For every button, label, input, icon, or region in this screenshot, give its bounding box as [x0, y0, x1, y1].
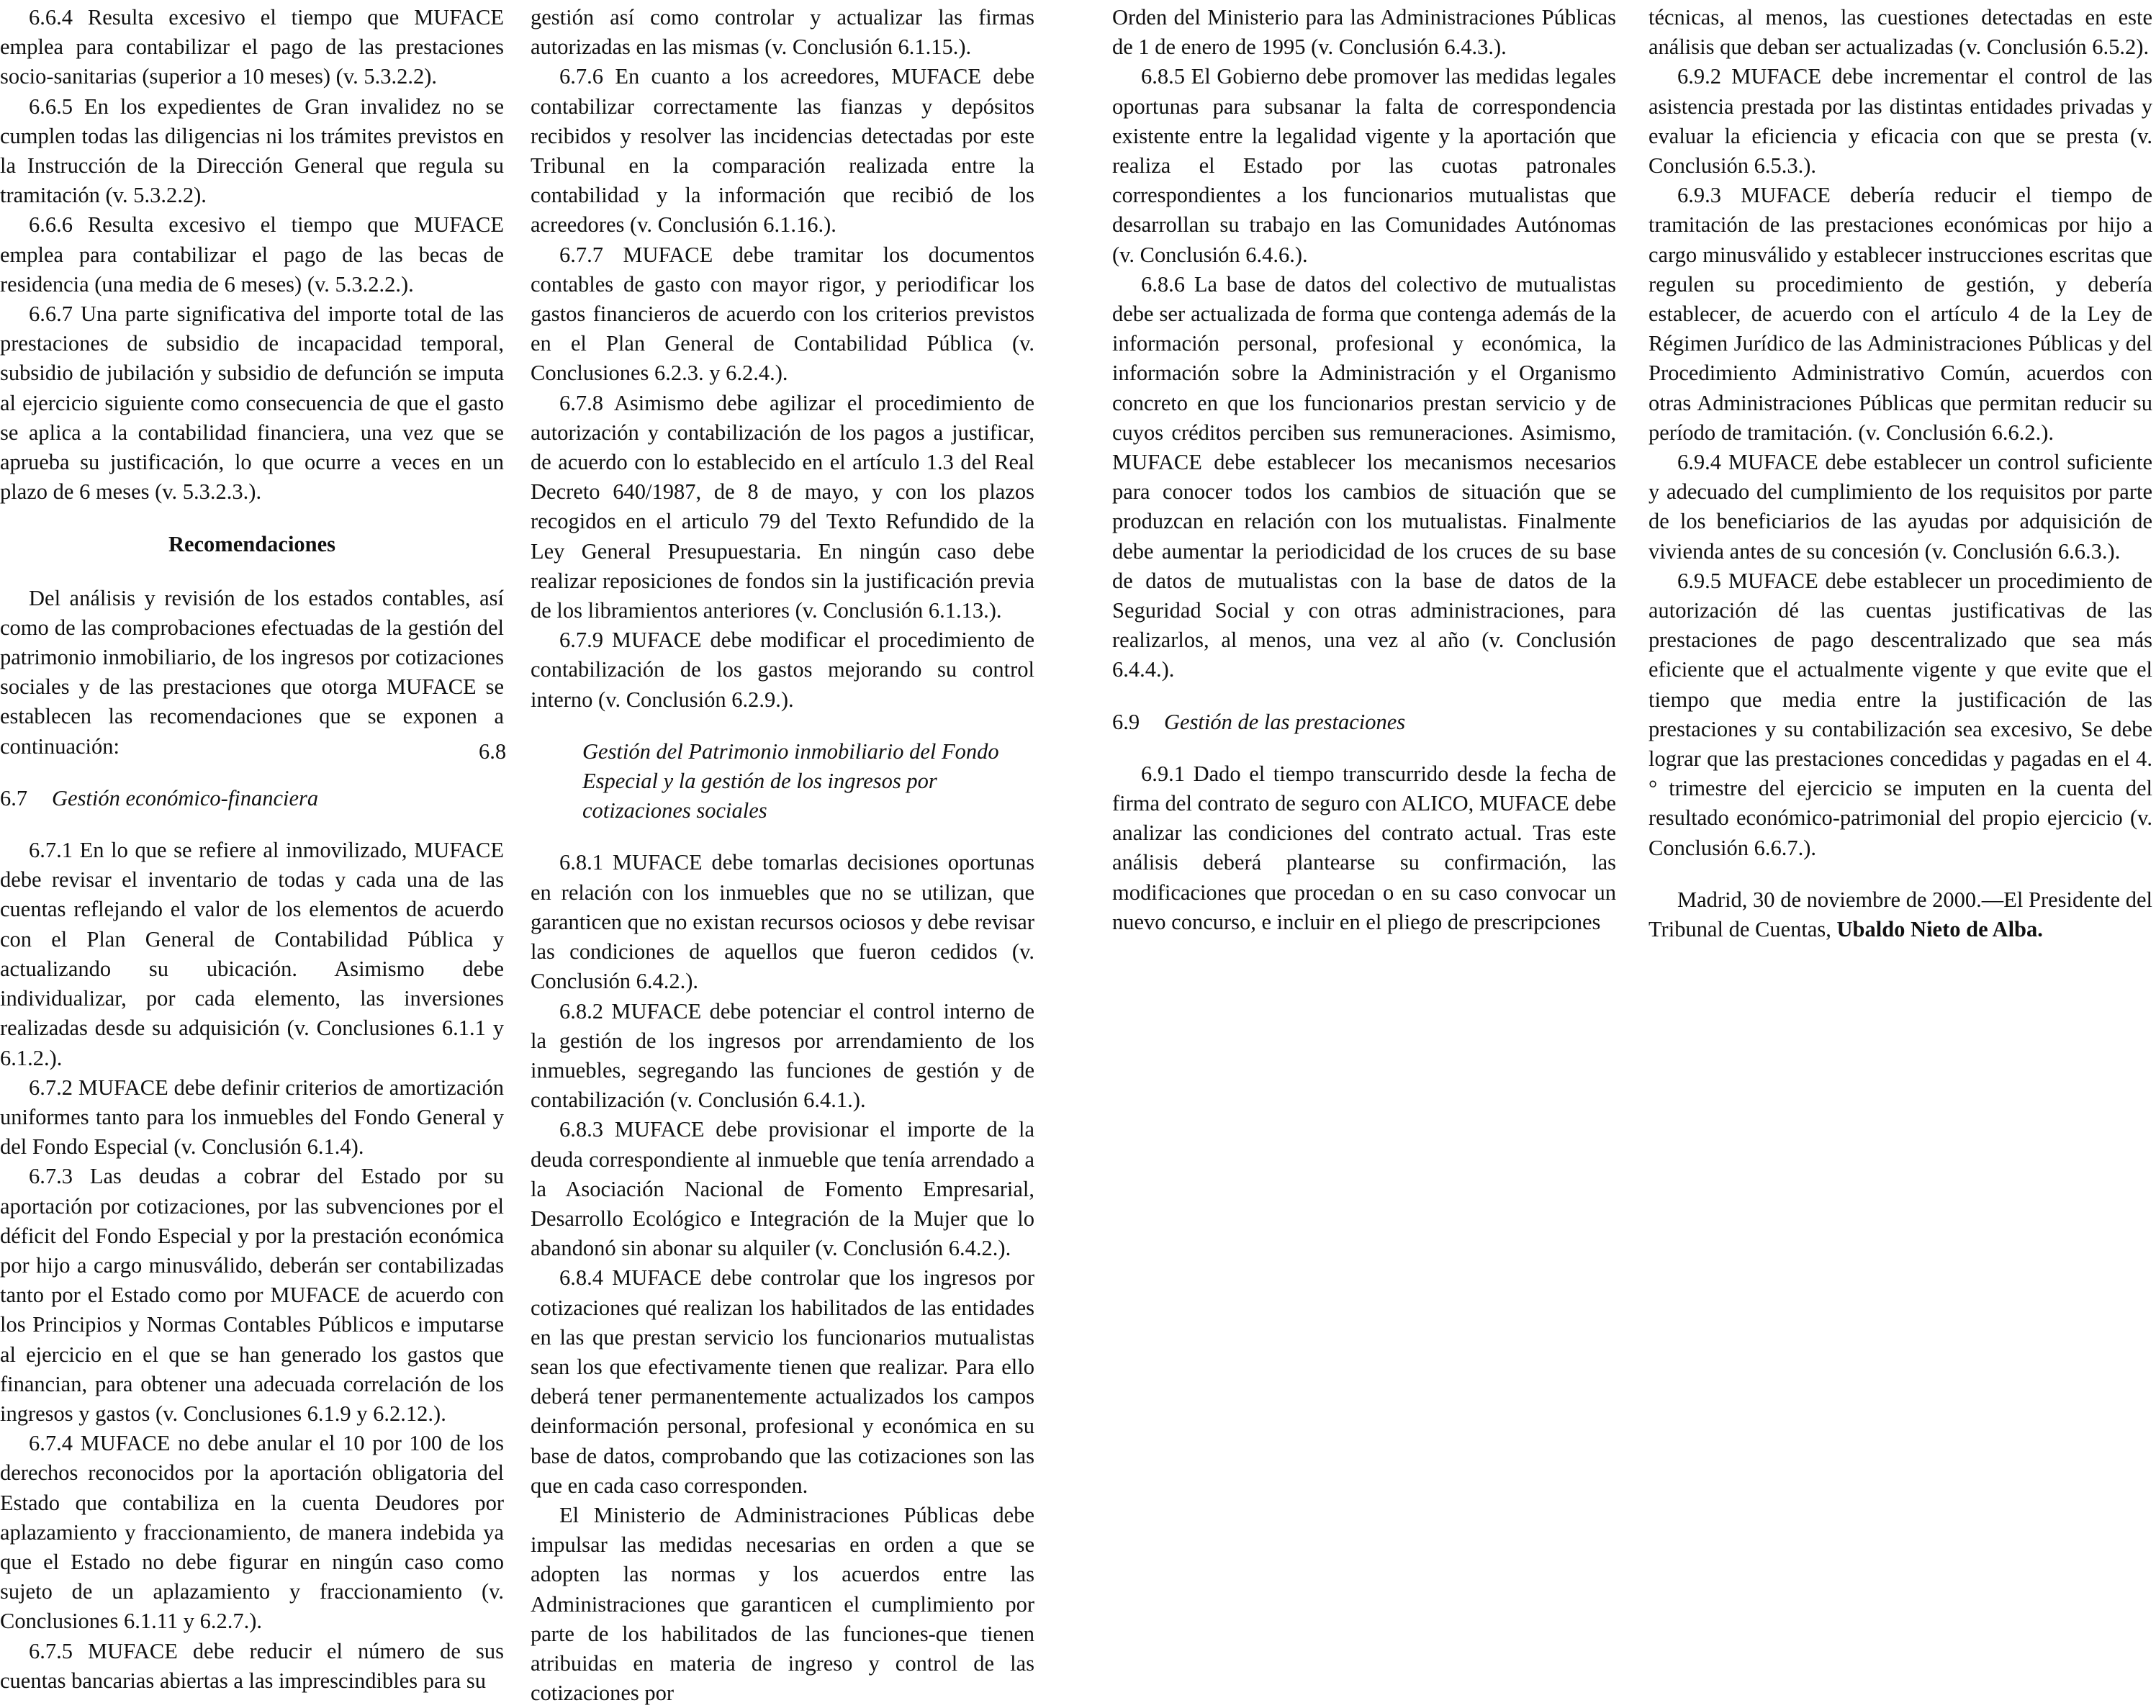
paragraph-6-6-5: 6.6.5 En los expedientes de Gran invalidez no se cumplen todas las diligencias ni los trámites previstos en la Instrucción de la Dirección General que regula su tramitación (v. 5.3.2.2).	[0, 94, 504, 208]
section-title: Gestión del Patrimonio inmobiliario del Fondo Especial y la gestión de los ingresos por cotizaciones sociales	[582, 738, 999, 823]
text-column-2	[479, 3, 1034, 1708]
section-number: 6.7	[0, 785, 28, 810]
paragraph-intro: Del análisis y revisión de los estados contables, así como de las comprobaciones efectuadas de la gestión del patrimonio inmobiliario, de los ingresos por cotizaciones sociales y de las prestaciones que otorga MUFACE se establecen las recomendaciones que se exponen a continuación:	[0, 585, 504, 759]
paragraph-6-8-3: 6.8.3 MUFACE debe provisionar el importe de la deuda correspondiente al inmueble que tenía arrendado a la Asociación Nacional de Fomento Empresarial, Desarrollo Ecológico e Integración de la Mujer que lo abandonó sin abonar su alquiler (v. Conclusión 6.4.2.).	[531, 1117, 1034, 1261]
text-column-1	[0, 3, 504, 1696]
paragraph-6-8-1: 6.8.1 MUFACE debe tomarlas decisiones oportunas en relación con los inmuebles que no se utilizan, que garanticen que no existan recursos ociosos y debe revisar las condiciones de aquellos que fueron cedidos (v. Conclusión 6.4.2.).	[531, 850, 1034, 994]
paragraph-6-9-3: 6.9.3 MUFACE debería reducir el tiempo de tramitación de las prestaciones económicas por hijo a cargo minusválido y establecer instrucciones escritas que regulen su procedimiento de gestión, y debería establecer, de acuerdo con el artículo 4 de la Ley de Régimen Jurídico de las Administraciones Públicas y del Procedimiento Administrativo Común, acuerdos con otras Administraciones Públicas que permitan reducir su período de tramitación. (v. Conclusión 6.6.2.).	[1648, 183, 2152, 445]
paragraph-6-6-4: 6.6.4 Resulta excesivo el tiempo que MUFACE emplea para contabilizar el pago de las prestaciones socio-sanitarias (superior a 10 meses) (v. 5.3.2.2).	[0, 5, 504, 89]
paragraph-6-8-6: 6.8.6 La base de datos del colectivo de mutualistas debe ser actualizada de forma que contenga además de la información personal, profesional y económica, la información sobre la Administración y el Organismo concreto en que los funcionarios prestan servicio y de cuyos créditos perciben sus remuneraciones. Asimismo, MUFACE debe establecer los mecanismos necesarios para conocer todos los cambios de situación que se produzcan en relación con los mutualistas. Finalmente debe aumentar la periodicidad de los cruces de su base de datos de mutualistas con la base de datos de la Seguridad Social y con otras administraciones, para realizarlos, al menos, una vez al año (v. Conclusión 6.4.4.).	[1112, 271, 1616, 682]
paragraph-6-9-2: 6.9.2 MUFACE debe incrementar el control de las asistencia prestada por las distintas entidades privadas y evaluar la eficiencia y eficacia con que se presta (v. Conclusión 6.5.3.).	[1648, 64, 2152, 179]
signatory-name: Ubaldo Nieto de Alba.	[1836, 917, 2043, 942]
paragraph-6-6-7: 6.6.7 Una parte significativa del importe total de las prestaciones de subsidio de incapacidad temporal, subsidio de jubilación y subsidio de defunción se imputa al ejercicio siguiente como consecuencia de que el gasto se aplica a la contabilidad financiera, una vez que se aprueba su justificación, lo que ocurre a veces en un plazo de 6 meses (v. 5.3.2.3.).	[0, 302, 504, 505]
paragraph-6-7-8: 6.7.8 Asimismo debe agilizar el procedimiento de autorización y contabilización de los pagos a justificar, de acuerdo con lo establecido en el artículo 1.3 del Real Decreto 640/1987, de 8 de mayo, y con los plazos recogidos en el articulo 79 del Texto Refundido de la Ley General Presupuestaria. En ningún caso debe realizar reposiciones de fondos sin la justificación previa de los libramientos anteriores (v. Conclusión 6.1.13.).	[531, 390, 1034, 623]
paragraph-6-9-5: 6.9.5 MUFACE debe establecer un procedimiento de autorización dé las cuentas justificativas de las prestaciones de pago descentralizado que sea más eficiente que el actualmente vigente y que evite que el tiempo que media entre la justificación de las prestaciones y su contabilización sea excesivo, Se debe lograr que las prestaciones concedidas y pagadas en el 4.° trimestre del ejercicio se imputen en la cuenta del resultado económico-patrimonial del propio ejercicio (v. Conclusión 6.6.7.).	[1648, 568, 2152, 860]
paragraph-6-7-1: 6.7.1 En lo que se refiere al inmovilizado, MUFACE debe revisar el inventario de todas y cada una de las cuentas reflejando el valor de los elementos de acuerdo con el Plan General de Contabilidad Pública y actualizando su ubicación. Asimismo debe individualizar, por cada elemento, las inversiones realizadas desde su adquisición (v. Conclusiones 6.1.1 y 6.1.2.).	[0, 838, 504, 1070]
paragraph-6-9-4: 6.9.4 MUFACE debe establecer un control suficiente y adecuado del cumplimiento de los requisitos por parte de los beneficiarios de las ayudas por adquisición de vivienda antes de su concesión (v. Conclusión 6.6.3.).	[1648, 450, 2152, 564]
paragraph-6-7-7: 6.7.7 MUFACE debe tramitar los documentos contables de gasto con mayor rigor, y periodificar los gastos financieros de acuerdo con los criterios previstos en el Plan General de Contabilidad Pública (v. Conclusiones 6.2.3. y 6.2.4.).	[531, 242, 1034, 386]
paragraph-6-7-9: 6.7.9 MUFACE debe modificar el procedimiento de contabilización de los gastos mejorando su control interno (v. Conclusión 6.2.9.).	[531, 628, 1034, 712]
paragraph-6-6-6: 6.6.6 Resulta excesivo el tiempo que MUFACE emplea para contabilizar el pago de las becas de residencia (una media de 6 meses) (v. 5.3.2.2.).	[0, 212, 504, 297]
paragraph-6-7-4: 6.7.4 MUFACE no debe anular el 10 por 100 de los derechos reconocidos por la aportación obligatoria del Estado que contabiliza en la cuenta Deudores por aplazamiento y fraccionamiento, de manera indebida ya que el Estado no debe figurar en ningún caso como sujeto de un aplazamiento y fraccionamiento (v. Conclusiones 6.1.11 y 6.2.7.).	[0, 1431, 504, 1634]
section-number: 6.8	[479, 738, 507, 764]
section-number: 6.9	[1112, 709, 1140, 734]
section-title: Gestión de las prestaciones	[1164, 709, 1406, 734]
paragraph-6-7-3: 6.7.3 Las deudas a cobrar del Estado por su aportación por cotizaciones, por las subvenciones por el déficit del Fondo Especial y por la prestación económica por hijo a cargo minusválido, deberán ser contabilizadas tanto por el Estado como por MUFACE de acuerdo con los Principios y Normas Contables Públicos e imputarse al ejercicio en el que se han generado los gastos que financian, para obtener una adecuada correlación de los ingresos y gastos (v. Conclusiones 6.1.9 y 6.2.12.).	[0, 1164, 504, 1426]
section-title: Gestión económico-financiera	[52, 785, 319, 810]
section-heading-6-7	[0, 784, 504, 813]
paragraph-ministerio: El Ministerio de Administraciones Públicas debe impulsar las medidas necesarias en orden a que se adopten las normas y los acuerdos entre las Administraciones que garanticen el cumplimiento por parte de los habilitados de las funciones-que tienen atribuidas en materia de ingreso y control de las cotizaciones por	[531, 1502, 1034, 1706]
paragraph-ministerio-continued: Orden del Ministerio para las Administraciones Públicas de 1 de enero de 1995 (v. Conclusión 6.4.3.).	[1112, 5, 1616, 60]
paragraph-6-9-1: 6.9.1 Dado el tiempo transcurrido desde la fecha de firma del contrato de seguro con ALICO, MUFACE debe analizar las condiciones del contrato actual. Tras este análisis deberá plantearse su confirmación, las modificaciones que procedan o en su caso convocar un nuevo concurso, e incluir en el pliego de prescripciones	[1112, 761, 1616, 934]
text-column-3	[1112, 3, 1616, 937]
paragraph-6-8-4: 6.8.4 MUFACE debe controlar que los ingresos por cotizaciones qué realizan los habilitados de las entidades en las que prestan servicio los funcionarios mutualistas sean los que efectivamente tienen que realizar. Para ello deberá tener permanentemente actualizados los campos deinformación personal, profesional y económica en su base de datos, comprobando que las cotizaciones son las que en cada caso corresponden.	[531, 1265, 1034, 1498]
paragraph-6-8-5: 6.8.5 El Gobierno debe promover las medidas legales oportunas para subsanar la falta de correspondencia existente entre la legalidad vigente y la aportación que realiza el Estado por las cuotas patronales correspondientes a los funcionarios mutualistas que desarrollan su trabajo en las Comunidades Autónomas (v. Conclusión 6.4.6.).	[1112, 64, 1616, 267]
paragraph-6-7-5: 6.7.5 MUFACE debe reducir el número de sus cuentas bancarias abiertas a las imprescindibles para su	[0, 1638, 504, 1693]
paragraph-6-7-5-continued: gestión así como controlar y actualizar las firmas autorizadas en las mismas (v. Conclusión 6.1.15.).	[531, 5, 1034, 60]
section-heading-6-8	[479, 737, 1034, 826]
section-heading-6-9	[1112, 708, 1616, 737]
paragraph-6-8-2: 6.8.2 MUFACE debe potenciar el control interno de la gestión de los ingresos por arrendamiento de los inmuebles, segregando las funciones de gestión y de contabilización (v. Conclusión 6.4.1.).	[531, 998, 1034, 1113]
paragraph-6-9-1-continued: técnicas, al menos, las cuestiones detectadas en este análisis que deban ser actualizadas (v. Conclusión 6.5.2).	[1648, 5, 2152, 60]
paragraph-6-7-2: 6.7.2 MUFACE debe definir criterios de amortización uniformes tanto para los inmuebles del Fondo General y del Fondo Especial (v. Conclusión 6.1.4).	[0, 1075, 504, 1160]
signature-text: Madrid, 30 de noviembre de 2000.—El Presidente del Tribunal de Cuentas,	[1648, 887, 2152, 942]
text-column-4	[1648, 3, 2152, 944]
heading-recomendaciones: Recomendaciones	[168, 532, 336, 557]
paragraph-6-7-6: 6.7.6 En cuanto a los acreedores, MUFACE debe contabilizar correctamente las fianzas y depósitos recibidos y resolver las incidencias detectadas por este Tribunal en la comparación realizada entre la contabilidad y la información que recibió de los acreedores (v. Conclusión 6.1.16.).	[531, 64, 1034, 238]
signature-block	[1648, 885, 2152, 944]
